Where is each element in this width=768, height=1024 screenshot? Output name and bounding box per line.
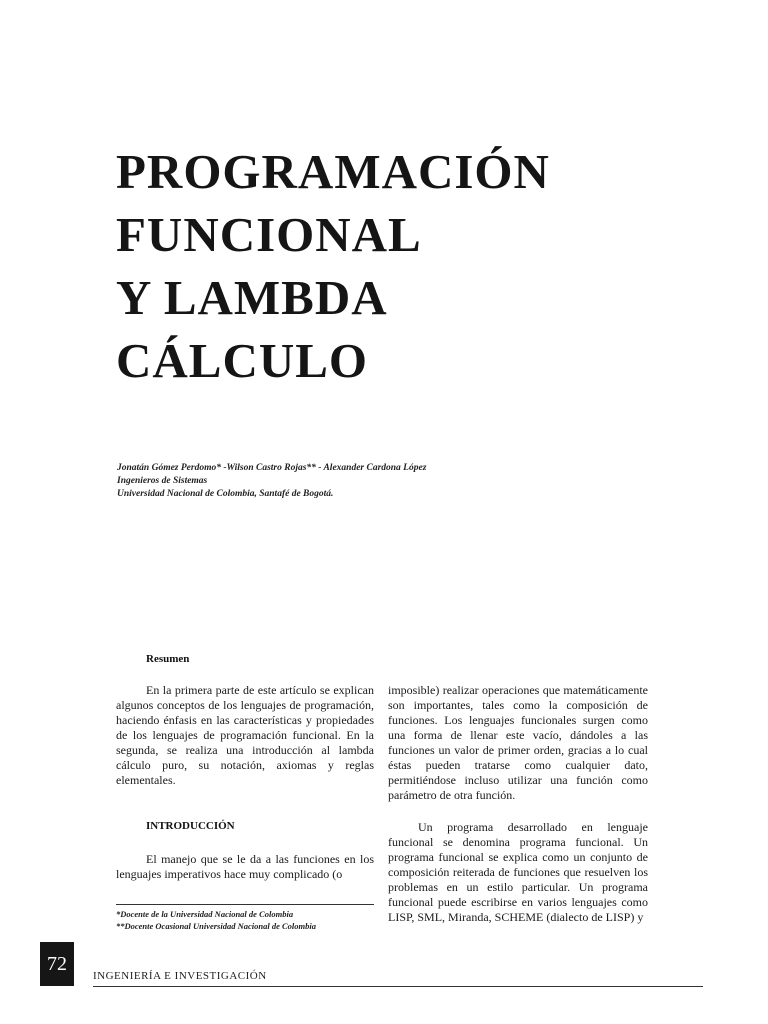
footer-rule <box>93 986 703 987</box>
introduccion-continuation-paragraph: Un programa desarrollado en lenguaje funcional se denomina programa funcional. Un programa funcional se explica como un conjunto de composición reiterada de funciones que resuelven los problemas en un estilo particular. Un programa funcional puede escribirse en varios lenguajes como LISP, SML, Miranda, SCHEME (dialecto de LISP) y <box>388 820 648 924</box>
title-line: PROGRAMACIÓN <box>116 144 550 199</box>
resumen-right-column <box>388 683 648 803</box>
introduccion-right-column <box>388 820 648 925</box>
title-line: CÁLCULO <box>116 333 369 388</box>
title-line: Y LAMBDA <box>116 270 388 325</box>
page-number: 72 <box>40 942 74 986</box>
footnotes <box>116 908 386 932</box>
journal-name: INGENIERÍA E INVESTIGACIÓN <box>93 970 267 982</box>
introduccion-heading: INTRODUCCIÓN <box>146 820 235 832</box>
footnote: **Docente Ocasional Universidad Nacional de Colombia <box>116 921 316 931</box>
resumen-continuation-paragraph: imposible) realizar operaciones que matemáticamente son importantes, tales como la composición de funciones. Los lenguajes funcionales surgen como una forma de llenar este vacío, dándoles a las funciones un valor de primer orden, gracias a lo cual éstas pueden tratarse como cualquier dato, permitiéndose incluso utilizar una función como parámetro de otra función. <box>388 683 648 802</box>
footnote-rule <box>116 904 374 905</box>
title-line: FUNCIONAL <box>116 207 422 262</box>
article-title <box>116 140 676 392</box>
author-names: Jonatán Gómez Perdomo* -Wilson Castro Rojas** - Alexander Cardona López <box>117 463 427 473</box>
resumen-heading: Resumen <box>146 653 190 665</box>
author-block <box>117 462 677 501</box>
author-affiliation: Universidad Nacional de Colombia, Santafé de Bogotá. <box>117 489 334 499</box>
introduccion-paragraph: El manejo que se le da a las funciones en los lenguajes imperativos hace muy complicado (o <box>116 852 374 881</box>
author-role: Ingenieros de Sistemas <box>117 476 208 486</box>
introduccion-left-column <box>116 852 374 882</box>
resumen-paragraph: En la primera parte de este artículo se explican algunos conceptos de los lenguajes de programación, haciendo énfasis en las características y propiedades de los lenguajes de programación funcional. En la segunda, se realiza una introducción al lambda cálculo puro, su notación, axiomas y reglas elementales. <box>116 683 374 787</box>
resumen-left-column <box>116 683 374 788</box>
footnote: *Docente de la Universidad Nacional de Colombia <box>116 909 294 919</box>
